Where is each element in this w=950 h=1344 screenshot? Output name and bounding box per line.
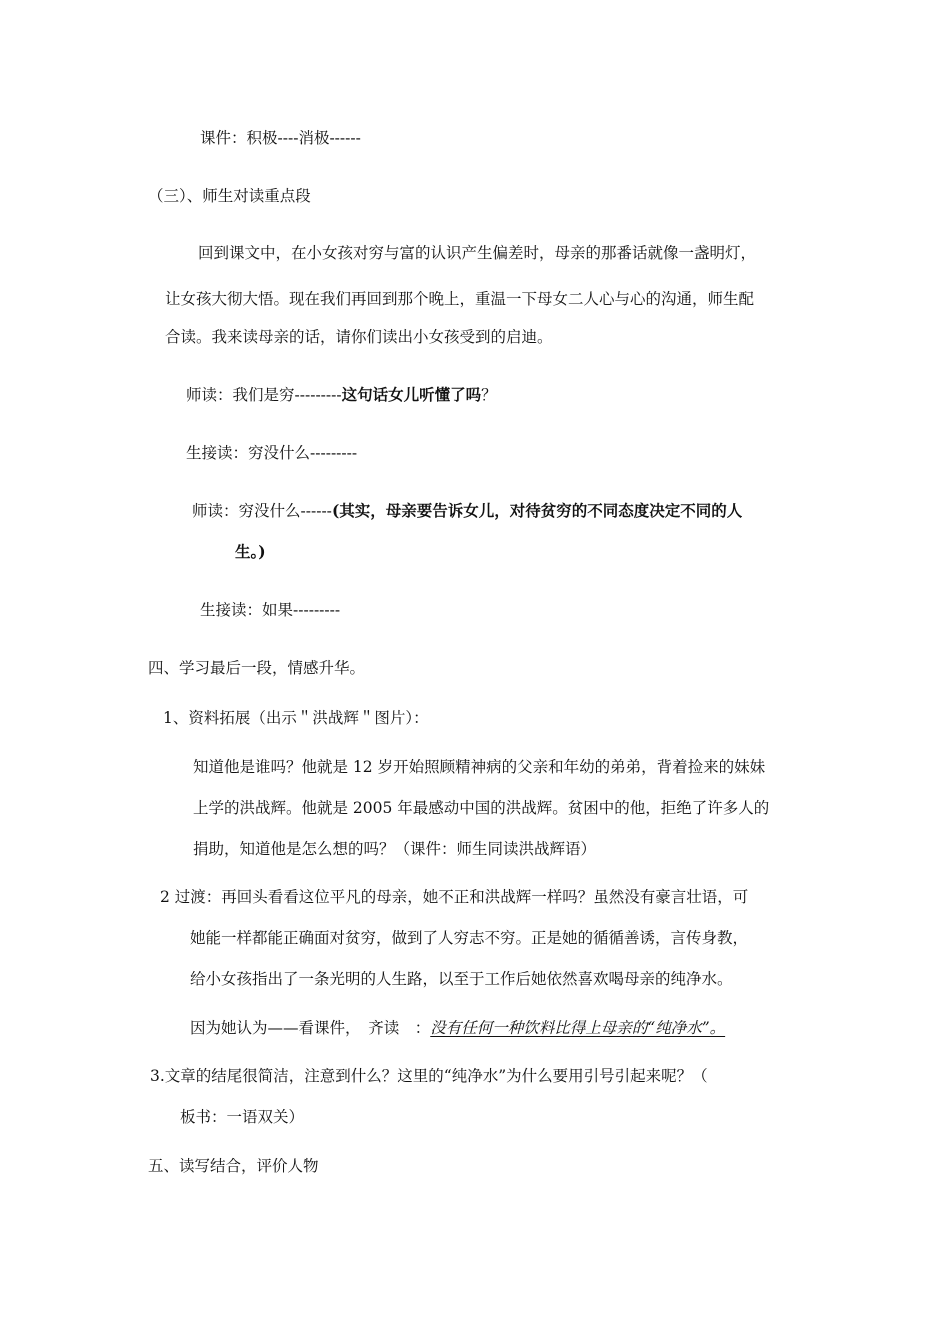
- paragraph-line: 让女孩大彻大悟。现在我们再回到那个晚上，重温一下母女二人心与心的沟通，师生配: [165, 290, 755, 308]
- paragraph-line: 捐助，知道他是怎么想的吗？（课件：师生同读洪战辉语）: [193, 840, 597, 858]
- paragraph-line: 合读。我来读母亲的话，请你们读出小女孩受到的启迪。: [165, 328, 553, 346]
- paragraph-line: 上学的洪战辉。他就是 2005 年最感动中国的洪战辉。贫困中的他，拒绝了许多人的: [193, 799, 770, 817]
- choral-read-line: [190, 1017, 725, 1039]
- item-2: 2 过渡：再回头看看这位平凡的母亲，她不正和洪战辉一样吗？虽然没有豪言壮语，可: [160, 888, 749, 906]
- section-heading-5: 五、读写结合，评价人物: [148, 1157, 319, 1175]
- blackboard-note: 板书：一语双关）: [180, 1108, 305, 1126]
- punctuation: ？: [481, 386, 497, 404]
- section-heading-3: （三）、师生对读重点段: [148, 187, 311, 205]
- item-1: 1、资料拓展（出示＂洪战辉＂图片）：: [163, 709, 429, 727]
- paragraph-line: 回到课文中，在小女孩对穷与富的认识产生偏差时，母亲的那番话就像一盏明灯，: [198, 244, 757, 262]
- student-read-1: 生接读：穷没什么---------: [186, 444, 358, 462]
- paragraph-line: 她能一样都能正确面对贫穷，做到了人穷志不穷。正是她的循循善诱，言传身教，: [190, 929, 749, 947]
- item-3: 3.文章的结尾很简洁，注意到什么？这里的“纯净水”为什么要用引号引起来呢？（: [150, 1067, 708, 1085]
- paragraph-line: 知道他是谁吗？他就是 12 岁开始照顾精神病的父亲和年幼的弟弟，背着捡来的妹妹: [193, 758, 766, 776]
- section-heading-4: 四、学习最后一段，情感升华。: [148, 659, 366, 677]
- teacher-read-1: [186, 384, 497, 406]
- choral-read-prompt: 因为她认为——看课件， 齐读 ：: [190, 1019, 431, 1037]
- teacher-read-text: 师读：穷没什么------: [192, 502, 332, 520]
- paragraph-line: 给小女孩指出了一条光明的人生路，以至于工作后她依然喜欢喝母亲的纯净水。: [190, 970, 733, 988]
- teacher-read-text: 师读：我们是穷---------: [186, 386, 342, 404]
- courseware-note: 课件：积极----消极------: [200, 129, 361, 147]
- teacher-note-continued: 生。): [235, 542, 266, 561]
- teacher-read-2: [192, 500, 742, 522]
- teacher-question: 这句话女儿听懂了吗: [341, 385, 482, 404]
- student-read-2: 生接读：如果---------: [200, 601, 341, 619]
- teacher-note: (其实，母亲要告诉女儿，对待贫穷的不同态度决定不同的人: [331, 501, 743, 520]
- choral-read-quote: 没有任何一种饮料比得上母亲的“纯净水”。: [430, 1019, 726, 1037]
